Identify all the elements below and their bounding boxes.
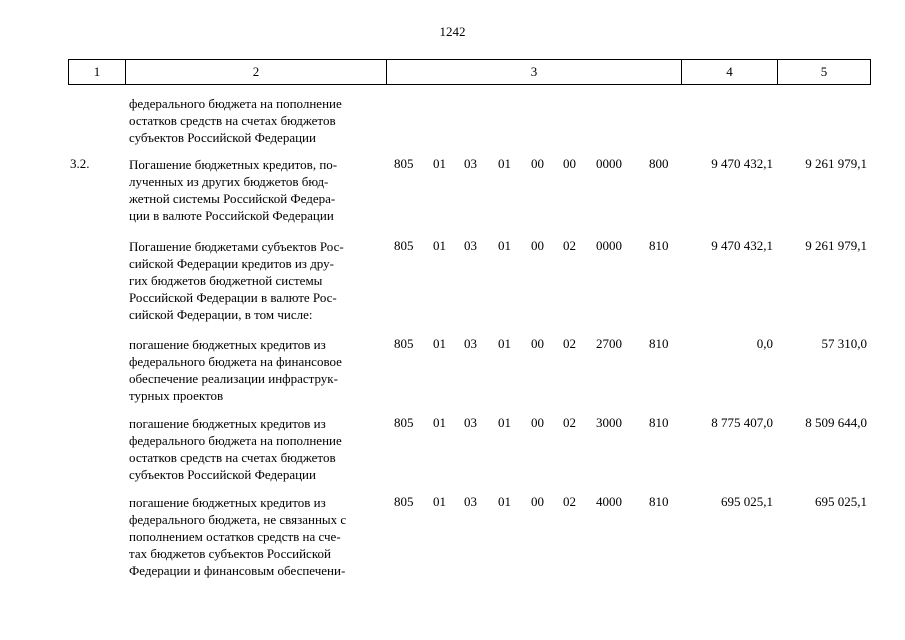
budget-code-segment: 805 [394, 238, 414, 253]
description-line: жетной системы Российской Федера- [129, 191, 336, 206]
row-description [129, 415, 387, 483]
header-col-3: 3 [530, 64, 538, 79]
description-line: сийской Федерации кредитов из дру- [129, 256, 334, 271]
budget-code-segment: 01 [433, 494, 446, 509]
description-line: погашение бюджетных кредитов из [129, 495, 326, 510]
description-line: федерального бюджета на финансовое [129, 354, 342, 369]
budget-code-segment: 00 [531, 415, 544, 430]
description-line: погашение бюджетных кредитов из [129, 416, 326, 431]
budget-code-segment: 810 [649, 336, 669, 351]
budget-code-segment: 805 [394, 336, 414, 351]
budget-code-segment: 01 [498, 156, 511, 171]
budget-code-segment: 2700 [596, 336, 622, 351]
description-line: гих бюджетов бюджетной системы [129, 273, 323, 288]
budget-code-segment: 03 [464, 336, 477, 351]
budget-code-segment: 01 [498, 415, 511, 430]
row-description [129, 494, 387, 579]
budget-code-segment: 805 [394, 494, 414, 509]
budget-code-segment: 00 [563, 156, 576, 171]
budget-code-segment: 01 [498, 494, 511, 509]
budget-code-segment: 02 [563, 415, 576, 430]
amount-col-4: 9 470 432,1 [711, 156, 773, 171]
description-line: федерального бюджета, не связанных с [129, 512, 347, 527]
amount-col-4: 8 775 407,0 [711, 415, 773, 430]
budget-code-segment: 03 [464, 494, 477, 509]
description-line: Российской Федерации в валюте Рос- [129, 290, 337, 305]
header-col-2: 2 [252, 64, 260, 79]
description-line: пополнением остатков средств на сче- [129, 529, 341, 544]
budget-code-segment: 3000 [596, 415, 622, 430]
budget-code-segment: 800 [649, 156, 669, 171]
budget-code-segment: 02 [563, 494, 576, 509]
amount-col-5: 9 261 979,1 [805, 156, 867, 171]
budget-code-segment: 01 [433, 415, 446, 430]
header-col-5: 5 [820, 64, 828, 79]
budget-code-segment: 01 [498, 238, 511, 253]
budget-code-segment: 01 [433, 156, 446, 171]
row-description [129, 95, 387, 146]
header-col-1: 1 [93, 64, 101, 79]
description-line: лученных из других бюджетов бюд- [129, 174, 329, 189]
description-line: сийской Федерации, в том числе: [129, 307, 313, 322]
description-line: федерального бюджета на пополнение [129, 433, 342, 448]
budget-code-segment: 805 [394, 156, 414, 171]
header-col-4: 4 [726, 64, 733, 79]
description-line: остатков средств на счетах бюджетов [129, 113, 336, 128]
description-line: субъектов Российской Федерации [129, 467, 316, 482]
budget-code-segment: 03 [464, 415, 477, 430]
description-line: Федерации и финансовым обеспечени- [129, 563, 346, 578]
description-line: остатков средств на счетах бюджетов [129, 450, 336, 465]
row-description [129, 156, 387, 224]
budget-code-segment: 00 [531, 156, 544, 171]
table-header [68, 59, 871, 85]
description-line: тах бюджетов субъектов Российской [129, 546, 331, 561]
page-number: 1242 [439, 24, 466, 39]
budget-code-segment: 810 [649, 494, 669, 509]
budget-code-segment: 4000 [596, 494, 622, 509]
amount-col-4: 695 025,1 [721, 494, 773, 509]
budget-code-segment: 00 [531, 494, 544, 509]
row-description [129, 336, 387, 404]
description-line: обеспечение реализации инфраструк- [129, 371, 338, 386]
budget-code-segment: 00 [531, 336, 544, 351]
amount-col-4: 9 470 432,1 [711, 238, 773, 253]
budget-code-segment: 810 [649, 415, 669, 430]
description-line: погашение бюджетных кредитов из [129, 337, 326, 352]
budget-code-segment: 805 [394, 415, 414, 430]
budget-code-segment: 01 [498, 336, 511, 351]
description-line: Погашение бюджетных кредитов, по- [129, 157, 338, 172]
budget-code-segment: 0000 [596, 238, 622, 253]
amount-col-4: 0,0 [756, 336, 773, 351]
row-description [129, 238, 387, 323]
budget-code-segment: 810 [649, 238, 669, 253]
description-line: Погашение бюджетами субъектов Рос- [129, 239, 344, 254]
description-line: федерального бюджета на пополнение [129, 96, 342, 111]
budget-code-segment: 02 [563, 336, 576, 351]
description-line: субъектов Российской Федерации [129, 130, 316, 145]
budget-code-segment: 03 [464, 238, 477, 253]
amount-col-5: 9 261 979,1 [805, 238, 867, 253]
budget-code-segment: 00 [531, 238, 544, 253]
amount-col-5: 695 025,1 [815, 494, 867, 509]
budget-code-segment: 01 [433, 238, 446, 253]
budget-code-segment: 02 [563, 238, 576, 253]
description-line: ции в валюте Российской Федерации [129, 208, 334, 223]
budget-code-segment: 01 [433, 336, 446, 351]
amount-col-5: 8 509 644,0 [805, 415, 867, 430]
row-number: 3.2. [70, 156, 90, 171]
budget-code-segment: 03 [464, 156, 477, 171]
budget-code-segment: 0000 [596, 156, 622, 171]
amount-col-5: 57 310,0 [821, 336, 867, 351]
description-line: турных проектов [129, 388, 224, 403]
